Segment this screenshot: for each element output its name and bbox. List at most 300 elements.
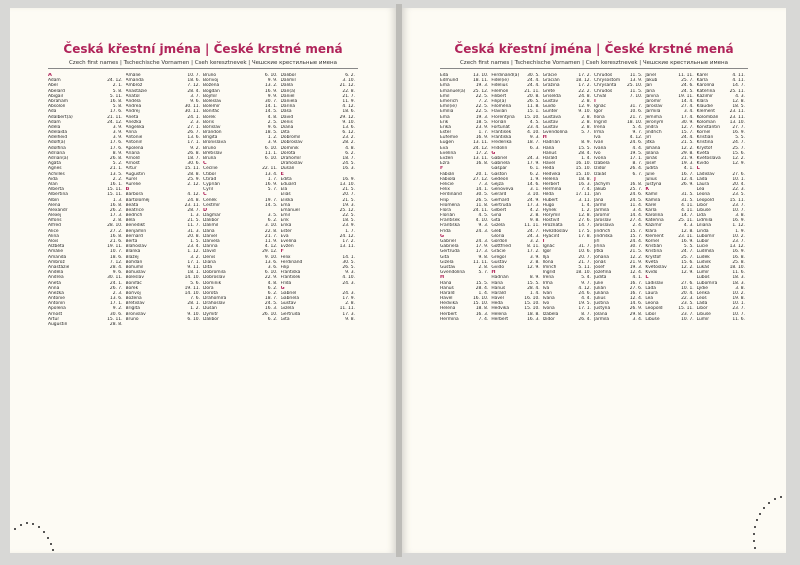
- name-day-date: 22. 3.: [732, 187, 745, 193]
- first-name: Liliana: [696, 223, 711, 229]
- name-day-date: 21. 7.: [264, 233, 278, 239]
- first-name: Jindřich: [593, 228, 611, 234]
- first-name: Anastázie: [125, 88, 147, 94]
- first-name: Genoveva: [491, 187, 514, 193]
- first-name: Kazimír: [696, 93, 713, 99]
- first-name: Aneta: [48, 280, 61, 286]
- first-name: Fridolín: [491, 145, 508, 151]
- page-title: Česká křestní jména | České krstné mená: [63, 42, 343, 56]
- first-name: Cyprián: [203, 181, 220, 187]
- name-day-date: 20. 8.: [187, 233, 200, 239]
- name-day-date: 16. 7.: [681, 171, 694, 177]
- name-day-date: 12. 2.: [629, 254, 643, 260]
- first-name: Karel: [696, 73, 708, 78]
- first-name: Alžběta: [48, 244, 65, 250]
- name-day-date: 3. 4.: [683, 109, 694, 115]
- name-day-date: 20. 7.: [578, 254, 591, 260]
- name-day-date: 19. 3.: [475, 114, 489, 120]
- first-name: Hermína: [542, 187, 562, 193]
- name-day-date: 13. 5.: [109, 171, 123, 177]
- first-name: Lumír: [696, 316, 710, 322]
- first-name: Gina: [491, 213, 502, 219]
- first-name: Josef: [593, 264, 605, 270]
- name-day-date: 24. 4.: [527, 78, 540, 84]
- name-day-date: 2. 4.: [632, 223, 643, 229]
- first-name: Běla: [125, 218, 136, 224]
- name-day-date: 14. 6.: [629, 301, 643, 307]
- name-day-date: 14. 6.: [527, 181, 540, 187]
- name-day-date: 14. 7.: [578, 223, 591, 229]
- name-day-date: 30. 5.: [475, 192, 489, 198]
- first-name: Johana: [645, 145, 661, 151]
- name-day-date: 18. 5.: [342, 218, 355, 224]
- name-day-date: 6. 2.: [267, 316, 278, 322]
- name-day-date: 10. 7.: [681, 316, 694, 322]
- name-day-date: 21. 5.: [187, 218, 200, 224]
- first-name: Jaroslav: [645, 104, 663, 110]
- name-day-date: 13. 6.: [187, 135, 200, 141]
- name-column: [697, 73, 748, 535]
- name-day-date: 16. 10.: [524, 296, 540, 302]
- first-name: Guido: [542, 104, 556, 110]
- first-name: Ignác: [593, 104, 606, 110]
- first-name: Boris: [203, 119, 215, 125]
- first-name: Jaromír: [593, 213, 610, 219]
- first-name: Gražina: [542, 83, 560, 89]
- name-day-date: 30. 5.: [342, 259, 355, 265]
- name-day-date: 5. 11.: [109, 93, 123, 99]
- name-day-date: 10. 7.: [732, 311, 745, 317]
- name-day-date: 18. 8.: [578, 176, 591, 182]
- name-day-date: 30. 7.: [629, 244, 643, 250]
- first-name: Beatrice: [125, 207, 144, 213]
- name-day-date: 17. 1.: [578, 306, 591, 312]
- first-name: Františka: [440, 223, 460, 229]
- first-name: Herbert: [440, 311, 457, 317]
- decoration-dot: [753, 540, 755, 542]
- name-day-date: 24. 6.: [629, 140, 643, 146]
- first-name: František: [491, 130, 512, 136]
- name-day-date: 13. 10.: [472, 73, 489, 78]
- name-day-date: 24. 5.: [342, 161, 355, 167]
- first-name: Havel: [440, 296, 453, 302]
- first-name: Emanuel(a): [440, 88, 466, 94]
- first-name: Ezra: [440, 161, 450, 167]
- name-day-date: 14. 5.: [264, 109, 278, 115]
- decoration-dot: [763, 507, 765, 509]
- first-name: Jakub: [645, 78, 658, 84]
- name-day-date: 16. 8.: [732, 254, 745, 260]
- first-name: Fabiola: [440, 176, 456, 182]
- page-subtitle: Czech first names | Tschechische Vornamen | Cseh keresztnevek | Чешские крестильные имена: [68, 60, 338, 66]
- decoration-dot: [50, 543, 52, 545]
- name-day-date: 14. 5.: [264, 202, 278, 208]
- first-name: Kvido: [696, 161, 709, 167]
- first-name: Bonifác: [125, 280, 142, 286]
- first-name: Bonifác: [203, 109, 220, 115]
- first-name: Erika: [280, 223, 292, 229]
- first-name: Božena: [203, 83, 220, 89]
- first-name: Karla: [696, 78, 708, 84]
- name-day-date: 16. 8.: [475, 161, 489, 167]
- first-name: Kvido: [645, 270, 658, 276]
- name-day-date: 4. 11.: [681, 207, 694, 213]
- first-name: Anastázie: [48, 264, 70, 270]
- first-name: Iva: [542, 285, 550, 291]
- first-name: Eliáš: [280, 192, 291, 198]
- first-name: Augustin: [48, 322, 68, 327]
- name-day-date: 24. 12.: [107, 78, 123, 84]
- name-day-date: 2. 5.: [267, 119, 278, 125]
- name-row: [491, 317, 542, 322]
- first-name: Gabriel: [280, 290, 297, 296]
- name-day-date: 3. 7.: [190, 93, 200, 99]
- first-name: Izabela: [542, 311, 559, 317]
- first-name: Dobromila: [203, 270, 226, 276]
- name-day-date: 7. 4.: [478, 316, 489, 322]
- name-day-date: 7. 6.: [190, 296, 200, 302]
- first-name: L: [696, 166, 700, 172]
- name-day-date: 4. 1.: [632, 275, 643, 281]
- name-day-date: 9. 10.: [187, 311, 200, 317]
- first-name: Hedvika: [542, 171, 561, 177]
- first-name: Č: [203, 192, 207, 198]
- name-day-date: 17. 1.: [187, 140, 200, 146]
- name-day-date: 16. 3.: [527, 316, 540, 322]
- first-name: Leona: [696, 192, 710, 198]
- name-day-date: 12. 9.: [732, 161, 745, 167]
- first-name: Absolon: [48, 104, 66, 110]
- first-name: Karel: [645, 202, 657, 208]
- name-day-date: 28. 2.: [342, 140, 355, 146]
- name-day-date: 24. 8.: [578, 93, 591, 99]
- first-name: Adalbert(a): [48, 114, 73, 120]
- first-name: Emerich: [440, 98, 458, 104]
- first-name: Jiří: [593, 239, 600, 244]
- name-day-date: 6. 10.: [264, 270, 278, 276]
- name-day-date: 18. 6.: [187, 78, 200, 84]
- first-name: Bronislav: [125, 311, 146, 317]
- name-day-date: 8. 9.: [581, 140, 591, 146]
- first-name: Gustav: [542, 119, 559, 125]
- dotted-corner-decoration: [10, 508, 70, 553]
- first-name: Fabián: [440, 171, 455, 177]
- first-name: Jarmil: [593, 202, 607, 208]
- name-row: [645, 317, 696, 322]
- name-day-date: 21. 9.: [629, 259, 643, 265]
- first-name: Igor: [542, 249, 552, 255]
- first-name: Gloria: [491, 233, 505, 239]
- name-day-date: 11. 4.: [629, 202, 643, 208]
- first-name: Dorota: [280, 150, 296, 156]
- first-name: Jitka: [645, 140, 655, 146]
- first-name: Luděk: [696, 254, 710, 260]
- decoration-dot: [754, 547, 756, 549]
- name-day-date: 13. 6.: [109, 296, 123, 302]
- name-day-date: 20. 4.: [681, 290, 694, 296]
- name-day-date: 31. 7.: [578, 244, 591, 250]
- name-day-date: 25. 7.: [681, 78, 694, 84]
- first-name: Eda: [440, 73, 449, 78]
- name-day-date: 23. 7.: [732, 306, 745, 312]
- name-day-date: 18. 3.: [732, 280, 745, 286]
- name-day-date: 27. 2.: [109, 228, 123, 234]
- name-day-date: 11. 7.: [187, 223, 200, 229]
- name-day-date: 5. 8.: [112, 88, 123, 94]
- name-day-date: 19. 3.: [342, 202, 355, 208]
- first-name: Dáša: [280, 109, 292, 115]
- first-name: Daniela: [280, 98, 298, 104]
- first-name: Gvendolína: [440, 270, 465, 276]
- name-day-date: 6. 12.: [342, 130, 355, 136]
- decoration-dot: [32, 523, 34, 525]
- name-day-date: 25. 12.: [339, 207, 355, 213]
- first-name: Albertina: [48, 192, 68, 198]
- name-day-date: 30. 11.: [184, 104, 200, 110]
- name-row: [281, 317, 359, 322]
- first-name: Ilja: [542, 254, 550, 260]
- name-day-date: 15. 6.: [732, 150, 745, 156]
- name-day-date: 16. 9.: [342, 176, 355, 182]
- name-column: [491, 73, 542, 535]
- first-name: Kryštof: [696, 145, 713, 151]
- name-column: [281, 73, 359, 535]
- name-day-date: 4. 1.: [683, 166, 694, 172]
- first-name: Františka: [491, 135, 512, 141]
- first-name: Apolena: [48, 306, 66, 312]
- first-name: Angelika: [125, 124, 145, 130]
- name-day-date: 4. 8.: [267, 114, 278, 120]
- name-day-date: 26. 9.: [629, 306, 643, 312]
- first-name: Emília: [440, 109, 454, 115]
- first-name: Hanuš: [542, 150, 557, 156]
- name-day-date: 9. 8.: [345, 316, 355, 322]
- first-name: F: [440, 166, 444, 172]
- first-name: Hubert: [542, 197, 558, 203]
- name-day-date: 10. 7.: [732, 207, 745, 213]
- name-day-date: 8. 11.: [527, 244, 540, 250]
- first-name: Libuše: [696, 311, 711, 317]
- first-name: Aneta: [125, 114, 139, 120]
- first-name: Bedřich: [125, 213, 143, 219]
- first-name: Jakub: [593, 187, 606, 193]
- first-name: Gracián: [542, 78, 560, 84]
- name-day-date: 3. 4.: [632, 316, 643, 322]
- first-name: Klaudie: [696, 104, 713, 110]
- first-name: Kamil: [645, 192, 658, 198]
- name-row: [48, 322, 126, 327]
- first-name: Gertruda: [440, 249, 460, 255]
- name-day-date: 17. 1.: [629, 156, 643, 161]
- first-name: Helena: [491, 311, 507, 317]
- first-name: Harald: [440, 290, 455, 296]
- name-day-date: 15. 10.: [524, 301, 540, 307]
- name-row: [697, 317, 748, 322]
- first-name: Gerard: [491, 192, 507, 198]
- name-day-date: 26. 2.: [109, 207, 123, 213]
- first-name: Cecílie: [203, 166, 218, 172]
- first-name: Anatol: [125, 93, 140, 99]
- first-name: Felix: [280, 254, 291, 260]
- name-day-date: 30. 11.: [184, 109, 200, 115]
- first-name: C: [203, 161, 207, 167]
- name-day-date: 5. 11.: [578, 264, 591, 270]
- first-name: Jindřich: [645, 130, 662, 136]
- first-name: Jolana: [593, 311, 608, 317]
- first-name: Bruna: [203, 156, 217, 161]
- name-day-date: 18. 8.: [475, 306, 489, 312]
- name-day-date: 5. 8.: [112, 104, 123, 110]
- first-name: Dominik: [280, 145, 299, 151]
- first-name: Erik: [440, 119, 449, 125]
- name-day-date: 4. 3.: [683, 223, 694, 229]
- name-day-date: 16. 3.: [578, 181, 591, 187]
- name-day-date: 22. 5.: [475, 104, 489, 110]
- first-name: Jolana: [645, 150, 659, 156]
- name-day-date: 18. 5.: [264, 130, 278, 136]
- first-name: Jozefína: [593, 270, 612, 276]
- name-day-date: 11. 11.: [678, 73, 694, 78]
- decoration-dot: [756, 519, 758, 521]
- name-day-date: 23. 9.: [475, 124, 489, 130]
- first-name: Lubomíra: [696, 280, 718, 286]
- name-day-date: 14. 10.: [184, 290, 200, 296]
- first-name: Borek: [203, 114, 216, 120]
- first-name: Karolína: [645, 213, 664, 219]
- name-day-date: 18. 3.: [732, 275, 745, 281]
- title-rule: [440, 68, 748, 69]
- first-name: Gerhard: [491, 197, 510, 203]
- first-name: Adelheid: [48, 135, 68, 141]
- name-day-date: 6. 7.: [632, 171, 643, 177]
- first-name: Antonie: [125, 135, 143, 141]
- name-day-date: 23. 2.: [342, 135, 355, 141]
- first-name: Leona: [645, 301, 659, 307]
- first-name: Andrea: [125, 104, 142, 110]
- name-day-date: 2. 1.: [112, 83, 123, 89]
- name-day-date: 9. 10.: [342, 119, 355, 125]
- first-name: Gregor: [491, 254, 507, 260]
- first-name: Libuše: [696, 207, 711, 213]
- first-name: Lada: [696, 176, 708, 182]
- name-day-date: 6. 2.: [267, 290, 278, 296]
- name-day-date: 31. 5.: [681, 192, 694, 198]
- first-name: Božena: [125, 296, 142, 302]
- first-name: Kateřina: [696, 88, 716, 94]
- first-name: Gabriel: [491, 156, 508, 161]
- first-name: Jaromír: [645, 98, 661, 104]
- first-name: Ladislav: [645, 280, 664, 286]
- name-day-date: 21. 7.: [342, 93, 355, 99]
- name-day-date: 13. 12.: [729, 244, 745, 250]
- name-column: [594, 73, 645, 535]
- first-name: Gilbert: [491, 207, 507, 213]
- name-day-date: 22. 8.: [264, 228, 278, 234]
- name-day-date: 28. 10.: [107, 223, 123, 229]
- name-day-date: 17. 2.: [527, 249, 540, 255]
- name-day-date: 24. 4.: [527, 83, 540, 89]
- name-day-date: 27. 6.: [629, 285, 643, 291]
- name-day-date: 24. 4.: [681, 135, 694, 141]
- dotted-corner-decoration: [716, 488, 786, 553]
- name-day-date: 9. 3.: [345, 270, 355, 276]
- first-name: František: [440, 218, 460, 224]
- decoration-dot: [47, 537, 49, 539]
- name-day-date: 13. 6.: [264, 259, 278, 265]
- first-name: Griselda: [542, 93, 561, 99]
- name-day-date: 15. 5.: [527, 280, 540, 286]
- name-day-date: 31. 5.: [681, 197, 694, 203]
- first-name: Blahoslav: [125, 244, 147, 250]
- name-day-date: 4. 3.: [735, 93, 745, 99]
- name-column: [440, 73, 491, 535]
- name-day-date: 6. 2.: [345, 73, 355, 78]
- first-name: Andrea: [48, 275, 64, 281]
- name-day-date: 24. 1.: [187, 114, 200, 120]
- name-day-date: 17. 9.: [527, 161, 540, 167]
- name-day-date: 9. 2.: [112, 306, 123, 312]
- first-name: Ctibor: [203, 171, 217, 177]
- name-day-date: 17. 3.: [109, 213, 123, 219]
- name-day-date: 16. 9.: [732, 130, 745, 136]
- name-day-date: 24. 12.: [339, 233, 355, 239]
- name-day-date: 25. 11.: [729, 88, 745, 94]
- name-day-date: 11. 8.: [475, 202, 489, 208]
- first-name: Gvendolína: [542, 130, 568, 136]
- first-name: Dušan: [280, 166, 295, 172]
- first-name: Bořislav: [203, 124, 221, 130]
- first-name: Ingrid: [542, 270, 556, 276]
- name-day-date: 15. 7.: [629, 233, 643, 239]
- decoration-dot: [14, 528, 16, 530]
- name-day-date: 3. 6.: [267, 264, 278, 270]
- name-day-date: 29. 12.: [339, 114, 355, 120]
- first-name: Libor: [645, 311, 657, 317]
- name-day-date: 9. 7.: [581, 280, 591, 286]
- name-day-date: 15. 10.: [575, 166, 591, 172]
- first-name: Blanka: [125, 249, 141, 255]
- name-day-date: 18. 5.: [732, 104, 745, 110]
- first-name: Bernard: [125, 233, 143, 239]
- first-name: Arnold: [125, 156, 140, 161]
- first-name: Dalimil: [203, 223, 219, 229]
- name-day-date: 1. 7.: [478, 130, 489, 136]
- name-day-date: 23. 5.: [681, 301, 694, 307]
- first-name: Justina: [593, 301, 609, 307]
- name-day-date: 9. 11.: [187, 264, 200, 270]
- first-name: Kristina: [696, 140, 714, 146]
- first-name: Arnošt: [48, 311, 63, 317]
- first-name: Florentýna: [491, 114, 515, 120]
- name-day-date: 5. 5.: [683, 244, 694, 250]
- first-name: Ambrož: [125, 83, 143, 89]
- page-title: Česká křestní jména | České krstné mená: [454, 42, 734, 56]
- name-day-date: 10. 7.: [187, 73, 200, 78]
- name-day-date: 12. 9.: [681, 270, 694, 276]
- name-day-date: 5. 7.: [478, 270, 489, 276]
- first-name: Gita: [440, 254, 450, 260]
- name-day-date: 4. 12.: [629, 135, 643, 141]
- name-day-date: 28. 4.: [187, 88, 200, 94]
- name-day-date: 4. 5.: [529, 119, 540, 125]
- decoration-dot: [754, 526, 756, 528]
- name-day-date: 13. 4.: [264, 171, 278, 177]
- name-day-date: 10. 1.: [732, 176, 745, 182]
- first-name: Čestmír: [203, 202, 221, 208]
- first-name: Gedeon: [491, 176, 509, 182]
- decoration-dot: [38, 526, 40, 528]
- first-name: Irma: [542, 280, 553, 286]
